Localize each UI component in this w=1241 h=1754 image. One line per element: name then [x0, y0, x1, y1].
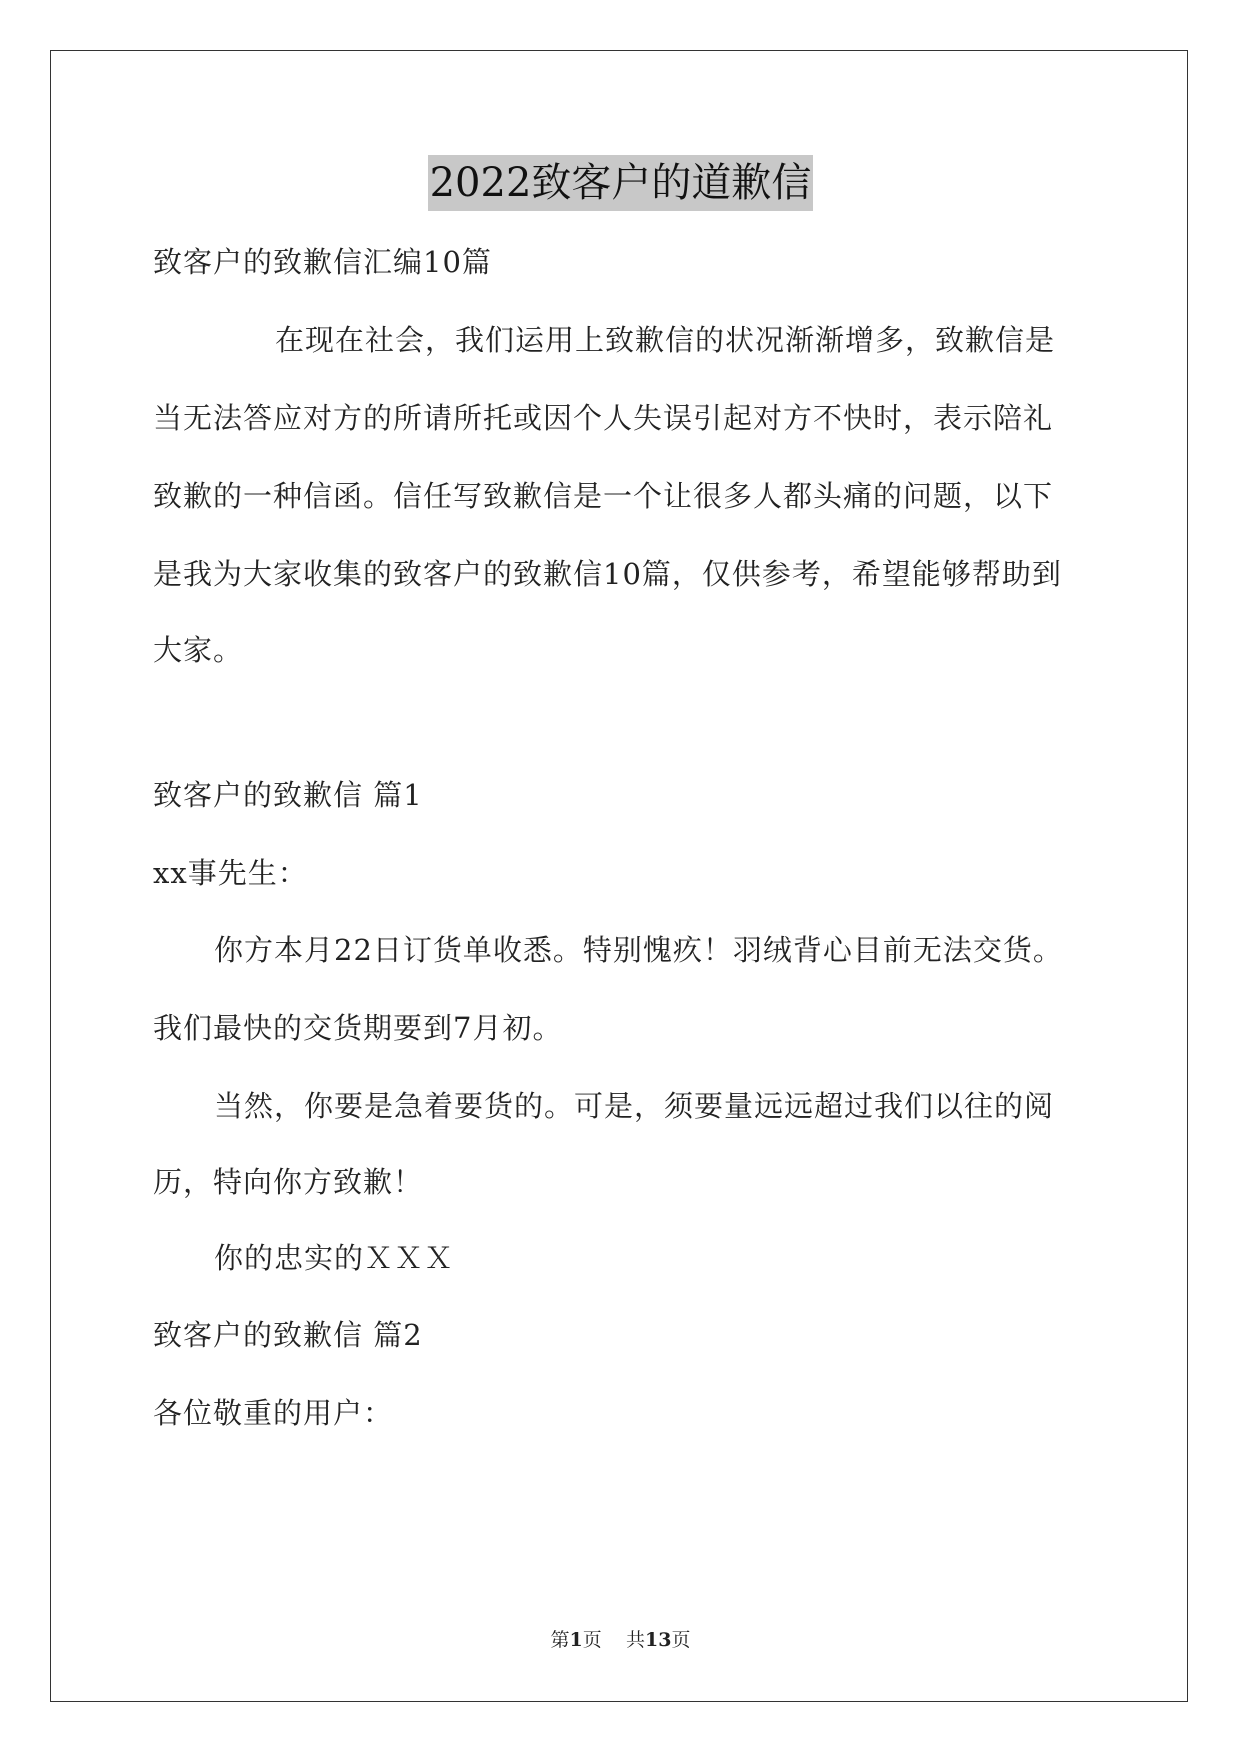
section-heading: 致客户的致歉信 篇2 — [153, 1318, 423, 1352]
paragraph-line: 在现在社会，我们运用上致歉信的状况渐渐增多，致歉信是 — [275, 323, 1056, 357]
total-prefix: 共 — [625, 1629, 645, 1651]
paragraph-line: 历，特向你方致歉！ — [153, 1165, 424, 1199]
section-heading: 致客户的致歉信 篇1 — [153, 778, 423, 812]
page-footer — [0, 1628, 1241, 1652]
page-number: 1 — [569, 1629, 583, 1651]
document-title: 2022致客户的道歉信 — [428, 155, 814, 211]
document-title-wrapper — [0, 155, 1241, 211]
page-prefix: 第 — [550, 1629, 570, 1651]
paragraph-line: 致歉的一种信函。信任写致歉信是一个让很多人都头痛的问题，以下 — [153, 479, 1054, 513]
paragraph-line: 是我为大家收集的致客户的致歉信10篇，仅供参考，希望能够帮助到 — [153, 557, 1062, 591]
page-suffix: 页 — [582, 1629, 602, 1651]
paragraph-line: 大家。 — [153, 633, 244, 667]
signature-line: 你的忠实的ＸＸＸ — [214, 1241, 455, 1275]
paragraph-line: 当无法答应对方的所请所托或因个人失误引起对方不快时，表示陪礼 — [153, 401, 1054, 435]
salutation: 各位敬重的用户： — [153, 1396, 394, 1430]
paragraph-line: 我们最快的交货期要到7月初。 — [153, 1011, 563, 1045]
paragraph-line: 你方本月22日订货单收悉。特别愧疚！羽绒背心目前无法交货。 — [214, 933, 1063, 967]
total-pages: 13 — [644, 1629, 672, 1651]
paragraph-line: 当然，你要是急着要货的。可是，须要量远远超过我们以往的阅 — [214, 1089, 1055, 1123]
total-suffix: 页 — [671, 1629, 691, 1651]
salutation: xx事先生： — [153, 856, 308, 890]
subtitle: 致客户的致歉信汇编10篇 — [153, 245, 492, 279]
